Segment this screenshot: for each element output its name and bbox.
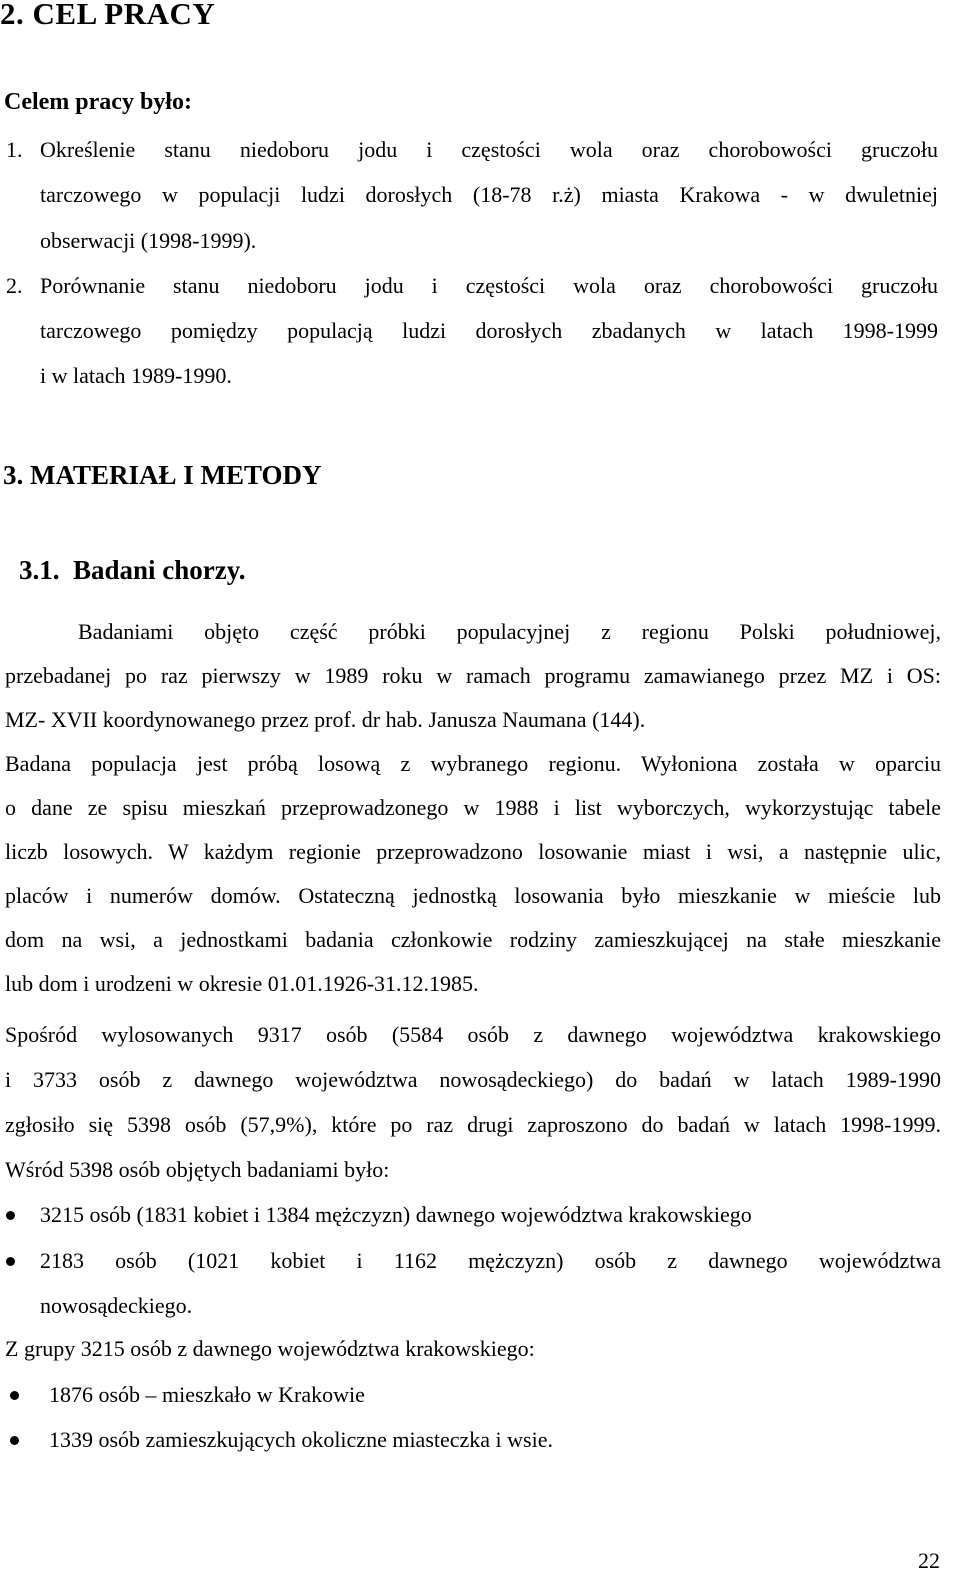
section-heading-cel-pracy: 2. CEL PRACY [0,0,216,31]
paragraph-4: Wśród 5398 osób objętych badaniami było: [5,1157,390,1182]
bullet-icon [6,1211,15,1220]
paragraph-1-line-2: przebadanej po raz pierwszy w 1989 roku w ramach programu zamawianego przez MZ i OS: [5,663,941,688]
list-item-2-line-1: Porównanie stanu niedoboru jodu i częstości wola oraz chorobowości gruczołu [40,273,938,298]
list-item-1-line-2: tarczowego w populacji ludzi dorosłych (18-78 r.ż) miasta Krakowa - w dwuletniej [40,182,938,207]
list-item-1-line-3: obserwacji (1998-1999). [40,228,257,253]
list-item-2-line-2: tarczowego pomiędzy populacją ludzi dorosłych zbadanych w latach 1998-1999 [40,318,938,343]
paragraph-3-line-2: i 3733 osób z dawnego województwa nowosądeckiego) do badań w latach 1989-1990 [5,1067,941,1092]
intro-text: Celem pracy było: [4,89,192,115]
paragraph-1-line-1: Badaniami objęto część próbki populacyjnej z regionu Polski południowej, [78,619,941,644]
list-number-2: 2. [6,273,23,298]
paragraph-2-line-6: lub dom i urodzeni w okresie 01.01.1926-31.12.1985. [5,971,479,996]
bullet-1-2-line-1: 2183 osób (1021 kobiet i 1162 mężczyzn) osób z dawnego województwa [40,1248,941,1273]
paragraph-2-line-2: o dane ze spisu mieszkań przeprowadzonego w 1988 i list wyborczych, wykorzystując tabele [5,795,941,820]
bullet-1-2-line-2: nowosądeckiego. [40,1293,193,1318]
subsection-heading-badani-chorzy: 3.1. Badani chorzy. [19,555,246,585]
paragraph-2-line-1: Badana populacja jest próbą losową z wybranego regionu. Wyłoniona została w oparciu [5,751,941,776]
bullet-1-1-line-1: 3215 osób (1831 kobiet i 1384 mężczyzn) dawnego województwa krakowskiego [40,1202,752,1227]
bullet-2-1: 1876 osób – mieszkało w Krakowie [49,1382,365,1407]
bullet-icon [10,1436,19,1445]
paragraph-2-line-4: placów i numerów domów. Ostateczną jednostką losowania było mieszkanie w mieście lub [5,883,941,908]
paragraph-5: Z grupy 3215 osób z dawnego województwa krakowskiego: [5,1336,535,1361]
paragraph-1-line-3: MZ- XVII koordynowanego przez prof. dr hab. Janusza Naumana (144). [5,707,646,732]
bullet-2-2: 1339 osób zamieszkujących okoliczne miasteczka i wsie. [49,1427,553,1452]
bullet-icon [10,1391,19,1400]
paragraph-3-line-3: zgłosiło się 5398 osób (57,9%), które po raz drugi zaproszono do badań w latach 1998-1999. [5,1112,941,1137]
list-item-2-line-3: i w latach 1989-1990. [40,363,232,388]
page-number: 22 [918,1548,940,1573]
paragraph-2-line-3: liczb losowych. W każdym regionie przeprowadzono losowanie miast i wsi, a następnie ulic, [5,839,941,864]
list-item-1-line-1: Określenie stanu niedoboru jodu i częstości wola oraz chorobowości gruczołu [40,137,938,162]
list-number-1: 1. [6,137,23,162]
paragraph-2-line-5: dom na wsi, a jednostkami badania członkowie rodziny zamieszkującej na stałe mieszkanie [5,927,941,952]
bullet-icon [6,1257,15,1266]
section-heading-material-i-metody: 3. MATERIAŁ I METODY [3,460,322,490]
paragraph-3-line-1: Spośród wylosowanych 9317 osób (5584 osób z dawnego województwa krakowskiego [5,1022,941,1047]
